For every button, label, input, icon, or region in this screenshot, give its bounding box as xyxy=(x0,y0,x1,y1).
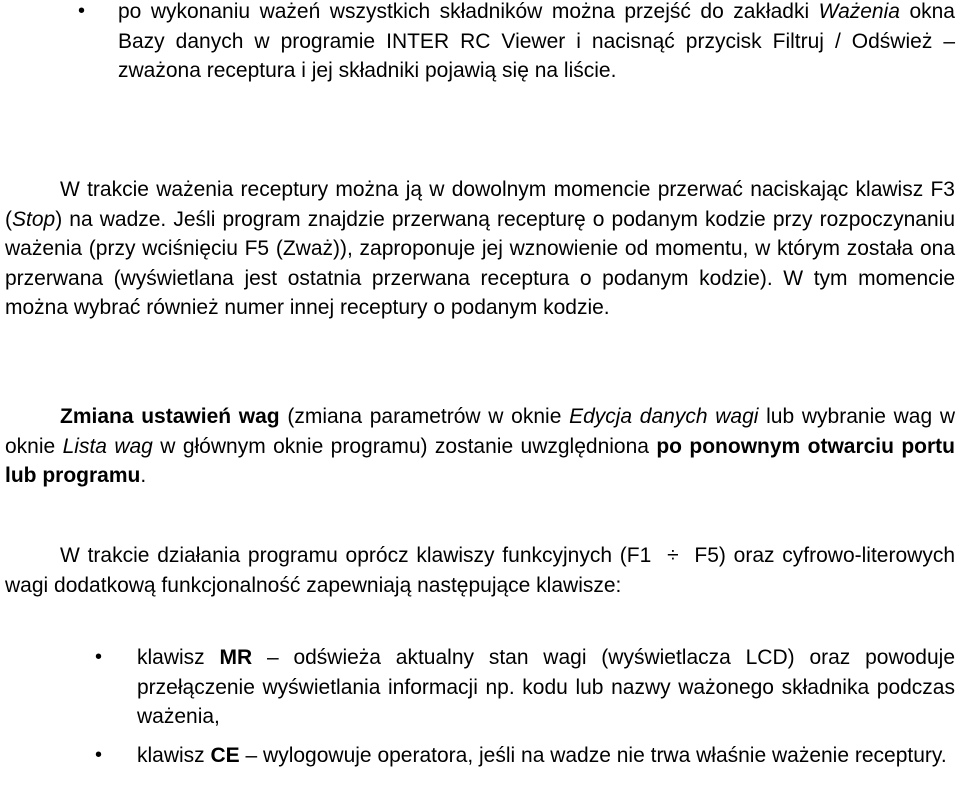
list-item-filter-instruction xyxy=(78,0,955,86)
list-item-text: po wykonaniu ważeń wszystkich składników można przejść do zakładki Ważenia okna Bazy danych w programie INTER RC Viewer i nacisnąć przycisk Filtruj / Odśwież – zważona receptura i jej składniki pojawią się na liście. xyxy=(118,0,955,82)
bullet-icon: • xyxy=(95,744,103,766)
bullet-icon: • xyxy=(78,0,86,22)
list-item-key-ce xyxy=(95,741,955,771)
paragraph-settings-change: Zmiana ustawień wag (zmiana parametrów w oknie Edycja danych wagi lub wybranie wag w oknie Lista wag w głównym oknie programu) zostanie uwzględniona po ponownym otwarciu portu lub programu. xyxy=(5,405,956,487)
list-item-text: klawisz MR – odświeża aktualny stan wagi (wyświetlacza LCD) oraz powoduje przełączenie wyświetlania informacji np. kodu lub nazwy ważonego składnika podczas ważenia, xyxy=(137,646,955,728)
paragraph-keys-intro: W trakcie działania programu oprócz klawiszy funkcyjnych (F1 ÷ F5) oraz cyfrowo-literowych wagi dodatkową funkcjonalność zapewniają następujące klawisze: xyxy=(5,544,955,597)
paragraph-interrupt-weighing: W trakcie ważenia receptury można ją w dowolnym momencie przerwać naciskając klawisz F3 (Stop) na wadze. Jeśli program znajdzie przerwaną recepturę o podanym kodzie przy rozpoczynaniu ważenia (przy wciśnięciu F5 (Zważ)), zaproponuje jej wznowienie od momentu, w którym została ona przerwana (wyświetlana jest ostatnia przerwana receptura o podanym kodzie). W tym momencie można wybrać również numer innej receptury o podanym kodzie. xyxy=(5,178,955,319)
list-item-key-mr xyxy=(95,643,955,732)
division-symbol: ÷ xyxy=(667,544,679,567)
bullet-icon: • xyxy=(95,646,103,668)
list-item-text: klawisz CE – wylogowuje operatora, jeśli na wadze nie trwa właśnie ważenie receptury. xyxy=(137,744,947,767)
